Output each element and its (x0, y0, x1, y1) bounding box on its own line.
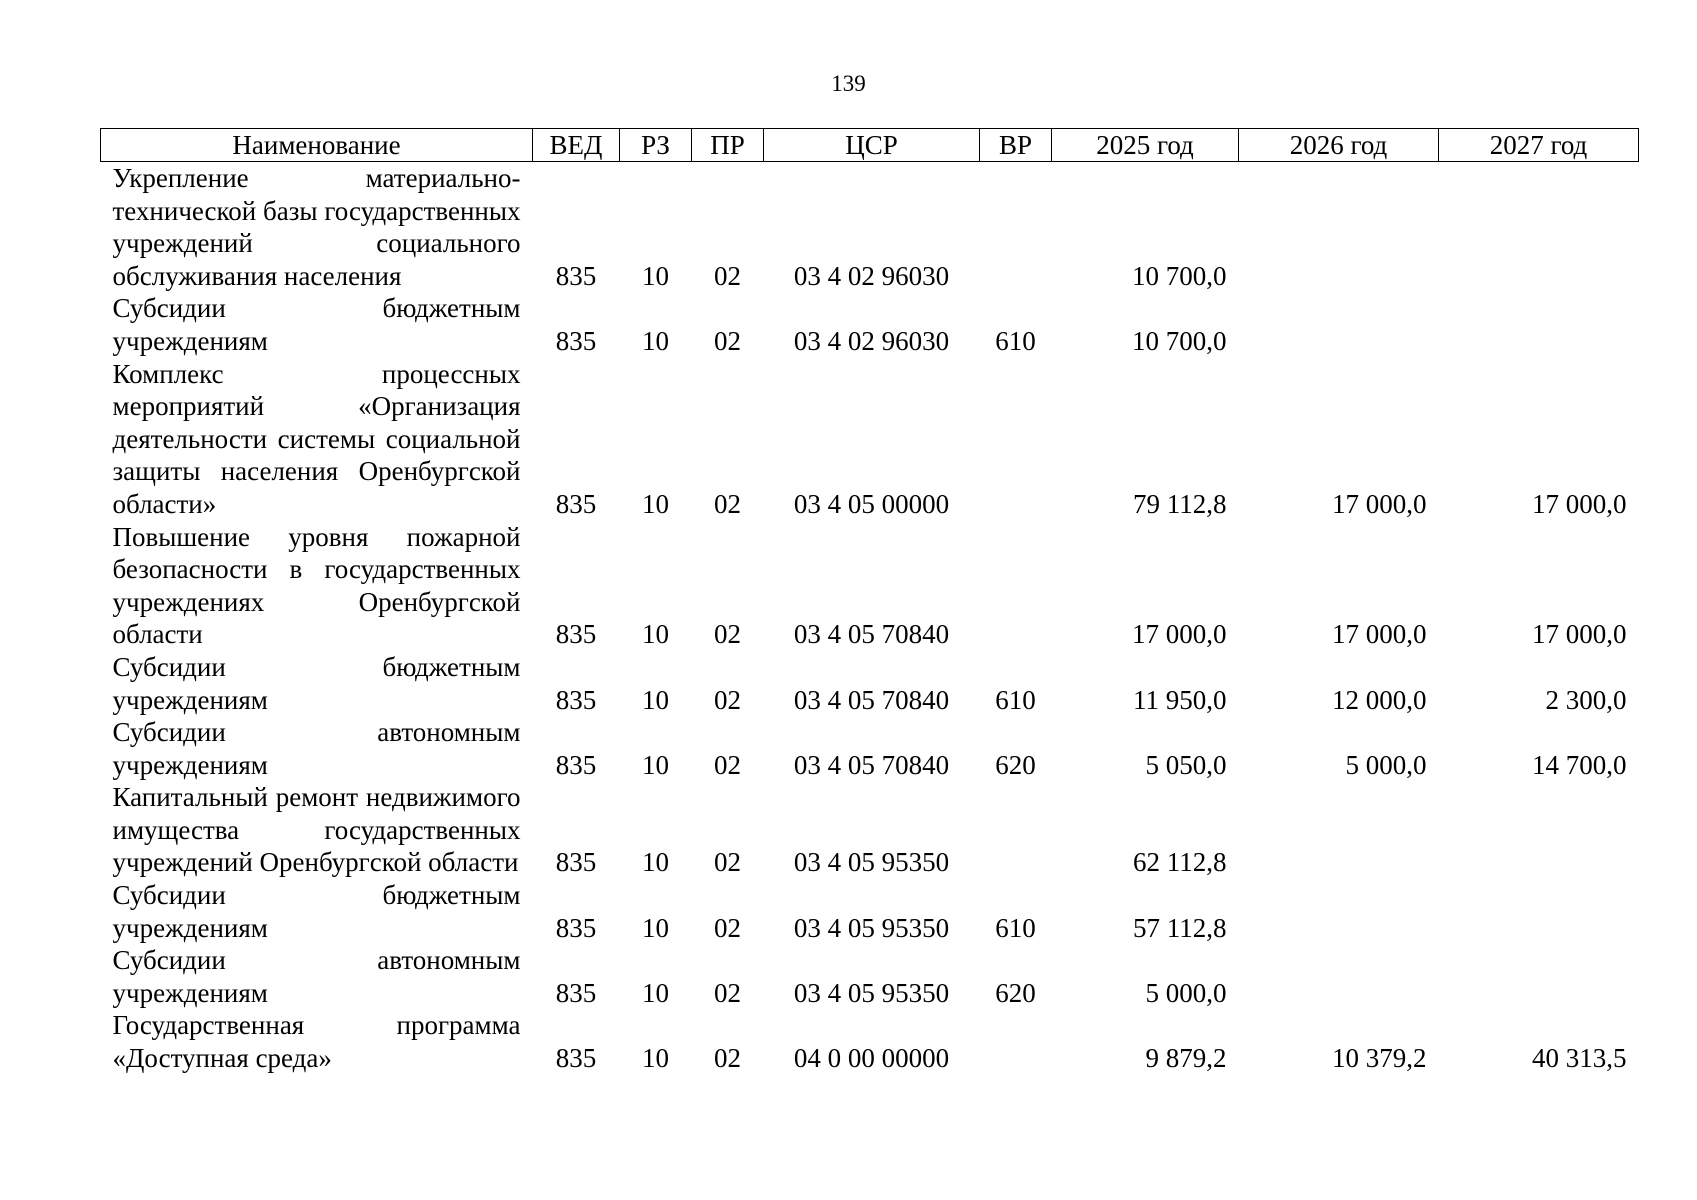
row-pr: 02 (714, 619, 741, 650)
row-vr: 610 (995, 325, 1036, 356)
table-body (101, 162, 1639, 1075)
row-2026: 5 000,0 (1345, 749, 1427, 780)
row-vr (980, 521, 1052, 651)
header-vr: ВР (980, 129, 1052, 162)
row-rz: 10 (642, 325, 669, 356)
table-row (101, 651, 1639, 716)
header-ved: ВЕД (533, 129, 620, 162)
header-2026: 2026 год (1239, 129, 1439, 162)
row-pr: 02 (714, 684, 741, 715)
table-row (101, 162, 1639, 293)
row-2027: 40 313,5 (1532, 1043, 1627, 1074)
row-name: Повышение уровня пожарной безопасности в государственных учреждениях Оренбургской области (112, 521, 521, 650)
row-2026: 17 000,0 (1332, 488, 1427, 519)
row-pr: 02 (714, 847, 741, 878)
row-csr: 04 0 00 00000 (793, 1043, 950, 1074)
row-vr: 620 (995, 977, 1036, 1008)
row-name: Комплекс процессных мероприятий «Организация деятельности системы социальной защиты населения Оренбургской области» (112, 358, 521, 519)
table-row (101, 358, 1639, 521)
row-csr: 03 4 05 00000 (793, 488, 950, 519)
table-row (101, 781, 1639, 879)
row-name: Субсидии автономным учреждениям (112, 717, 521, 780)
row-vr: 620 (995, 749, 1036, 780)
row-2025: 5 000,0 (1145, 977, 1227, 1008)
row-pr: 02 (714, 260, 741, 291)
row-2025: 5 050,0 (1145, 749, 1227, 780)
row-rz: 10 (642, 260, 669, 291)
header-rz: РЗ (620, 129, 692, 162)
row-ved: 835 (555, 325, 597, 356)
budget-table (100, 128, 1639, 1075)
page-number: 139 (831, 71, 866, 96)
row-ved: 835 (555, 1043, 597, 1074)
row-2027: 2 300,0 (1545, 684, 1627, 715)
header-name: Наименование (101, 129, 533, 162)
row-2026 (1239, 162, 1439, 293)
row-ved: 835 (555, 488, 597, 519)
row-rz: 10 (642, 684, 669, 715)
row-2026 (1239, 944, 1439, 1009)
row-rz: 10 (642, 912, 669, 943)
row-2027 (1439, 944, 1639, 1009)
row-2026 (1239, 781, 1439, 879)
row-csr: 03 4 05 70840 (793, 749, 950, 780)
row-name: Субсидии бюджетным учреждениям (112, 293, 521, 356)
row-2027 (1439, 292, 1639, 357)
row-name: Капитальный ремонт недвижимого имущества государственных учреждений Оренбургской области (112, 782, 521, 878)
table-row (101, 944, 1639, 1009)
row-2027 (1439, 781, 1639, 879)
row-name: Субсидии бюджетным учреждениям (112, 880, 521, 943)
row-ved: 835 (555, 847, 597, 878)
row-vr (980, 1009, 1052, 1074)
row-2026: 17 000,0 (1332, 619, 1427, 650)
row-ved: 835 (555, 684, 597, 715)
row-vr: 610 (995, 912, 1036, 943)
row-name: Государственная программа «Доступная среда» (112, 1010, 521, 1074)
row-vr: 610 (995, 684, 1036, 715)
header-csr: ЦСР (764, 129, 980, 162)
row-2026 (1239, 292, 1439, 357)
row-2025: 10 700,0 (1132, 325, 1227, 356)
row-2026: 10 379,2 (1332, 1043, 1427, 1074)
row-rz: 10 (642, 977, 669, 1008)
row-rz: 10 (642, 1043, 669, 1074)
row-2025: 62 112,8 (1133, 847, 1227, 878)
header-2025: 2025 год (1052, 129, 1239, 162)
row-pr: 02 (714, 977, 741, 1008)
header-pr: ПР (692, 129, 764, 162)
row-csr: 03 4 05 70840 (793, 619, 950, 650)
table-header-row (101, 129, 1639, 162)
row-2025: 57 112,8 (1133, 912, 1227, 943)
row-2027: 17 000,0 (1532, 488, 1627, 519)
row-pr: 02 (714, 912, 741, 943)
row-csr: 03 4 05 95350 (793, 847, 950, 878)
row-name: Субсидии автономным учреждениям (112, 945, 521, 1008)
row-csr: 03 4 05 95350 (793, 977, 950, 1008)
row-csr: 03 4 05 95350 (793, 912, 950, 943)
row-name: Субсидии бюджетным учреждениям (112, 651, 521, 715)
row-rz: 10 (642, 619, 669, 650)
row-csr: 03 4 05 70840 (793, 684, 950, 715)
row-ved: 835 (555, 749, 597, 780)
row-csr: 03 4 02 96030 (793, 260, 950, 291)
row-ved: 835 (555, 260, 597, 291)
row-vr (980, 358, 1052, 521)
row-vr (980, 781, 1052, 879)
row-rz: 10 (642, 749, 669, 780)
row-ved: 835 (555, 619, 597, 650)
row-2027: 17 000,0 (1532, 619, 1627, 650)
row-name: Укрепление материально-технической базы государственных учреждений социального обслуживания населения (112, 163, 521, 291)
row-2027 (1439, 162, 1639, 293)
row-ved: 835 (555, 977, 597, 1008)
header-2027: 2027 год (1439, 129, 1639, 162)
row-pr: 02 (714, 488, 741, 519)
table-row (101, 716, 1639, 781)
row-pr: 02 (714, 1043, 741, 1074)
row-2025: 17 000,0 (1132, 619, 1227, 650)
row-2025: 10 700,0 (1132, 260, 1227, 291)
row-2027 (1439, 879, 1639, 944)
row-2027: 14 700,0 (1532, 749, 1627, 780)
row-pr: 02 (714, 325, 741, 356)
row-2025: 9 879,2 (1145, 1043, 1227, 1074)
row-2025: 79 112,8 (1133, 488, 1227, 519)
row-2025: 11 950,0 (1133, 684, 1227, 715)
table-row (101, 879, 1639, 944)
table-row (101, 521, 1639, 651)
row-2026 (1239, 879, 1439, 944)
row-csr: 03 4 02 96030 (793, 325, 950, 356)
row-vr (980, 162, 1052, 293)
row-pr: 02 (714, 749, 741, 780)
row-rz: 10 (642, 488, 669, 519)
table-row (101, 292, 1639, 357)
table-row (101, 1009, 1639, 1074)
row-2026: 12 000,0 (1332, 684, 1427, 715)
row-rz: 10 (642, 847, 669, 878)
row-ved: 835 (555, 912, 597, 943)
